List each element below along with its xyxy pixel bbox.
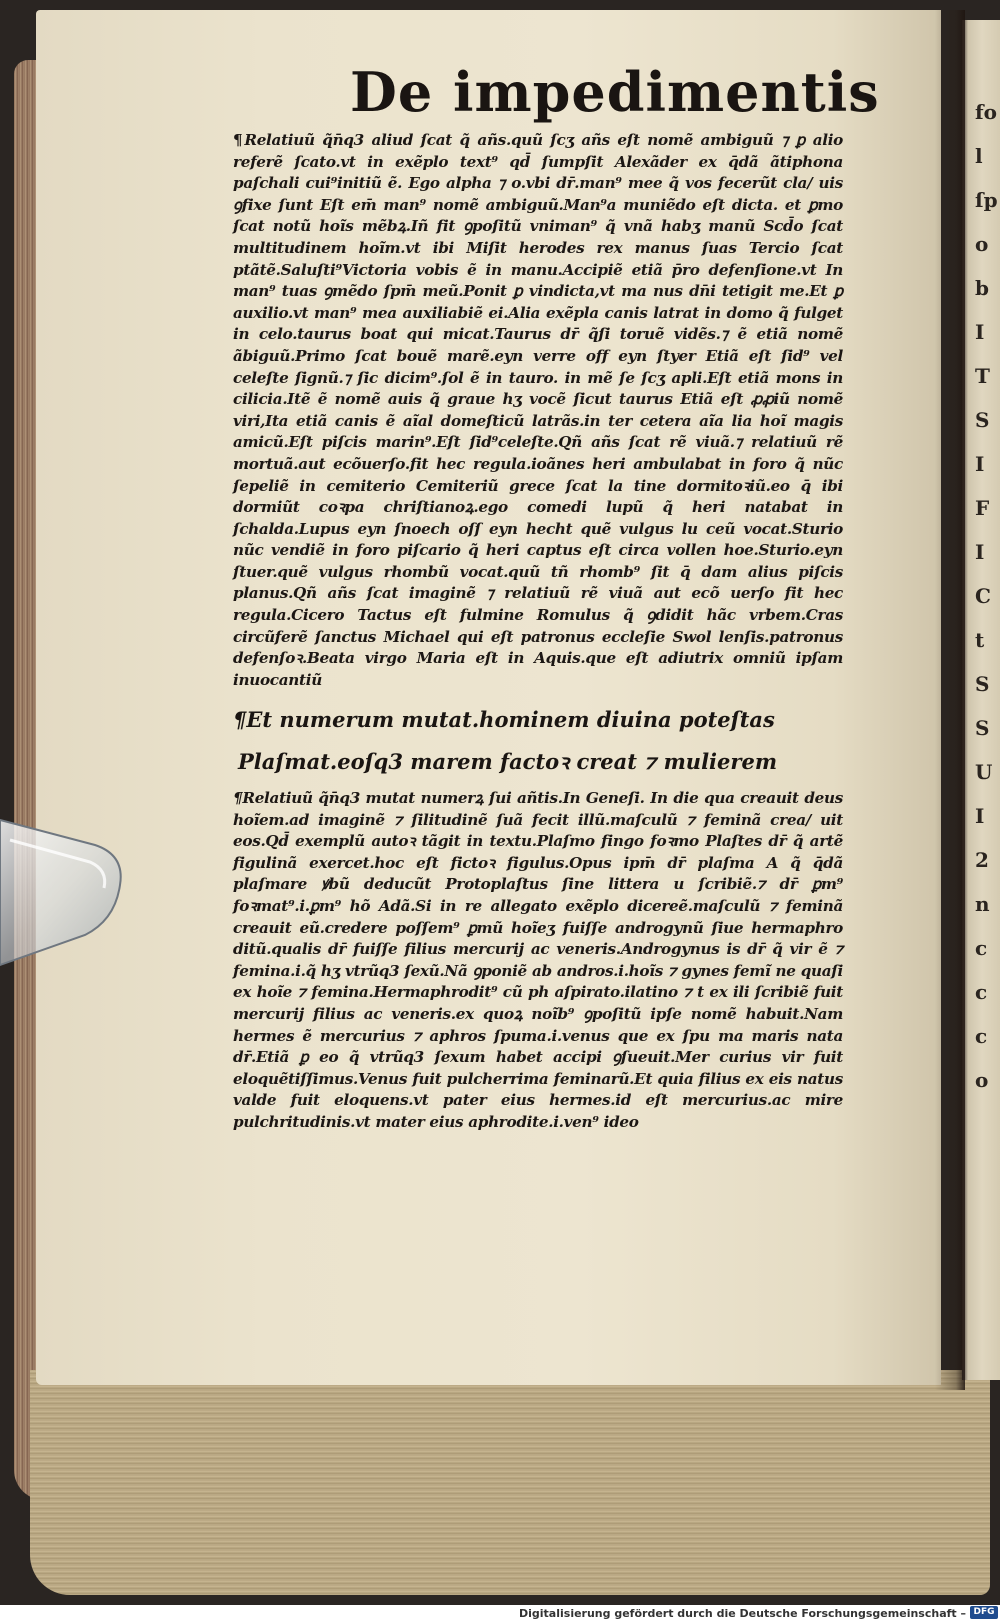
page-heading: De impedimentis: [350, 60, 880, 124]
pilcrow-icon: ¶: [233, 789, 243, 807]
paragraph-2: [233, 788, 843, 1134]
dfg-logo: DFG: [970, 1606, 998, 1619]
facing-page-text: fo l ſp o b I T S I F I C t S S U I 2 n c c c o: [975, 100, 998, 1092]
pilcrow-icon: ¶: [233, 707, 247, 732]
paragraph-1: [233, 130, 843, 691]
verse-line-2: Plaſmat.eoſq3 marem factoꝛ creat ⁊ mulierem: [238, 749, 778, 774]
page-holder-clip: [0, 800, 130, 970]
paragraph-1-text: Relatiuũ q̃n̄q3 aliud ſcat q̃ añs.quũ ſcʒ añs eſt nomẽ ambiguũ ⁊ ꝑ alio referẽ ſcato.vt in exẽplo text⁹ qd̄ ſumpſit Alexãder ex q̄dã ãtiphona paſchali cui⁹initiũ ẽ. Ego alpha ⁊ o.vbi dr̄.man⁹ mee q̃ vos fecerũt cla/ uis ꝯfixe ſunt Eſt em̄ man⁹ nomẽ ambiguũ.Man⁹a muniẽdo eſt dicta. et ꝑmo ſcat notũ hoĩs mẽbꝝ.Iñ fit ꝯpoſitũ vniman⁹ q̃ vnã habʒ manũ Scd̄o ſcat multitudinem hoĩm.vt ibi Miſit herodes rex manus ſuas Tercio ſcat ptãtẽ.Saluſti⁹Victoria vobis ẽ in manu.Accipiẽ etiã p̄ro defenſione.vt In man⁹ tuas ꝯmẽdo ſpm̄ meũ.Ponit ꝑ vindicta,vt ma nus dn̄i tetigit me.Et ꝑ auxilio.vt man⁹ mea auxiliabiẽ ei.Alia exẽpla canis latrat in domo q̃ fulget in celo.taurus boat qui micat.Taurus dr̄ q̃ſi toruẽ vidẽs.⁊ ẽ etiã nomẽ ãbiguũ.Primo ſcat bouẽ marẽ.eyn verre off eyn ſtyer Etiã eſt ſid⁹ vel celeſte ſignũ.⁊ ſic dicim⁹.ſol ẽ in tauro. in mẽ ſe ſcʒ apli.Eſt etiã mons in cilicia.Itẽ ẽ nomẽ auis q̃ graue hʒ vocẽ ſicut taurus Etiã eſt ꝓꝓiũ nomẽ viri,Ita etiã canis ẽ aĩal domeſticũ latrãs.in ter cetera aĩa lia hoĩ magis amicũ.Eſt piſcis marin⁹.Eſt ſid⁹celeſte.Qñ añs ſcat rẽ viuã.⁊ relatiuũ rẽ mortuã.aut ecõuerſo.fit hec regula.ioãnes heri ambulabat in foro q̃ nũc ſepeliẽ in cemiterio Cemiteriũ grece ſcat la tine dormitoꝛiũ.eo q̄ ibi dormiũt coꝛpa chriſtianoꝝ.ego comedi lupũ q̃ heri natabat in ſchalda.Lupus eyn ſnoech oſſ eyn hecht quẽ vulgus lu ceũ vocat.Sturio nũc vendiẽ in foro piſcario q̃ heri captus eſt circa vollen hoe.Sturio.eyn ſtuer.quẽ vulgus rhombũ vocat.quũ tñ rhomb⁹ ſit q̄ dam alius piſcis planus.Qñ añs ſcat imaginẽ ⁊ relatiuũ rẽ viuã aut ecõ uerſo fit hec regula.Cicero Tactus eſt fulmine Romulus q̃ ꝯdidit hãc vrbem.Cras circũferẽ ſanctus Michael qui eſt patronus eccleſie Swol lenſis.patronus defenſoꝛ.Beata virgo Maria eſt in Aquis.que eſt adiutrix omniũ ipſam inuocantiũ: [233, 131, 843, 689]
verse-line-1-text: Et numerum mutat.hominem diuina poteſtas: [246, 707, 775, 732]
paragraph-2-text: Relatiuũ q̃n̄q3 mutat numerꝝ ſui añtis.In Geneſi. In die qua creauit deus hoĩem.ad imaginẽ ⁊ ſilitudinẽ ſuã fecit illũ.maſculũ ⁊ feminã crea/ uit eos.Qd̄ exemplũ autoꝛ tãgit in textu.Plaſmo fingo foꝛmo Plaſtes dr̄ q̃ artẽ figulinã exercet.hoc eſt fictoꝛ figulus.Opus ipm̄ dr̄ plaſma A q̃ q̄dã plaſmare ꝟbũ deducũt Protoplaſtus ſine littera u ſcribiẽ.⁊ dr̄ ꝑm⁹ foꝛmat⁹.i.ꝑm⁹ hõ Adã.Si in re allegato exẽplo dicereẽ.maſculũ ⁊ feminã creauit eũ.credere poſſem⁹ ꝑmũ hoĩeʒ fuiſſe androgynũ ſiue hermaphro ditũ.qualis dr̄ fuiſſe filius mercurij ac veneris.Androgynus is dr̄ q̃ vir ẽ ⁊ femina.i.q̃ hʒ vtrũq3 ſexũ.Nã ꝯponiẽ ab andros.i.hoĩs ⁊ gynes femĩ ne quaſi ex hoĩe ⁊ femina.Hermaphrodit⁹ cũ ph aſpirato.ilatino ⁊ t ex ili ſcribiẽ fuit mercurij filius ac veneris.ex quoꝝ noĩb⁹ ꝯpoſitũ ipſe nomẽ habuit.Nam hermes ẽ mercurius ⁊ aphros ſpuma.i.venus que ex ſpu ma maris nata dr̄.Etiã ꝑ eo q̃ vtrũq3 ſexum habet accipi ꝯſueuit.Mer curius vir fuit eloquẽtiſſimus.Venus fuit pulcherrima feminarũ.Et quia filius ex eis natus valde fuit eloquens.vt pater eius hermes.id eſt mercurius.ac mire pulchritudinis.vt mater eius aphrodite.i.ven⁹ ideo: [233, 789, 843, 1131]
pilcrow-icon: ¶: [233, 131, 243, 149]
gutter-shadow: [935, 10, 965, 1390]
footer-credit: Digitalisierung gefördert durch die Deutsche Forschungsgemeinschaft –: [519, 1607, 966, 1620]
page-block-bottom-edge: [30, 1370, 990, 1595]
verse-line-1: [233, 707, 843, 732]
